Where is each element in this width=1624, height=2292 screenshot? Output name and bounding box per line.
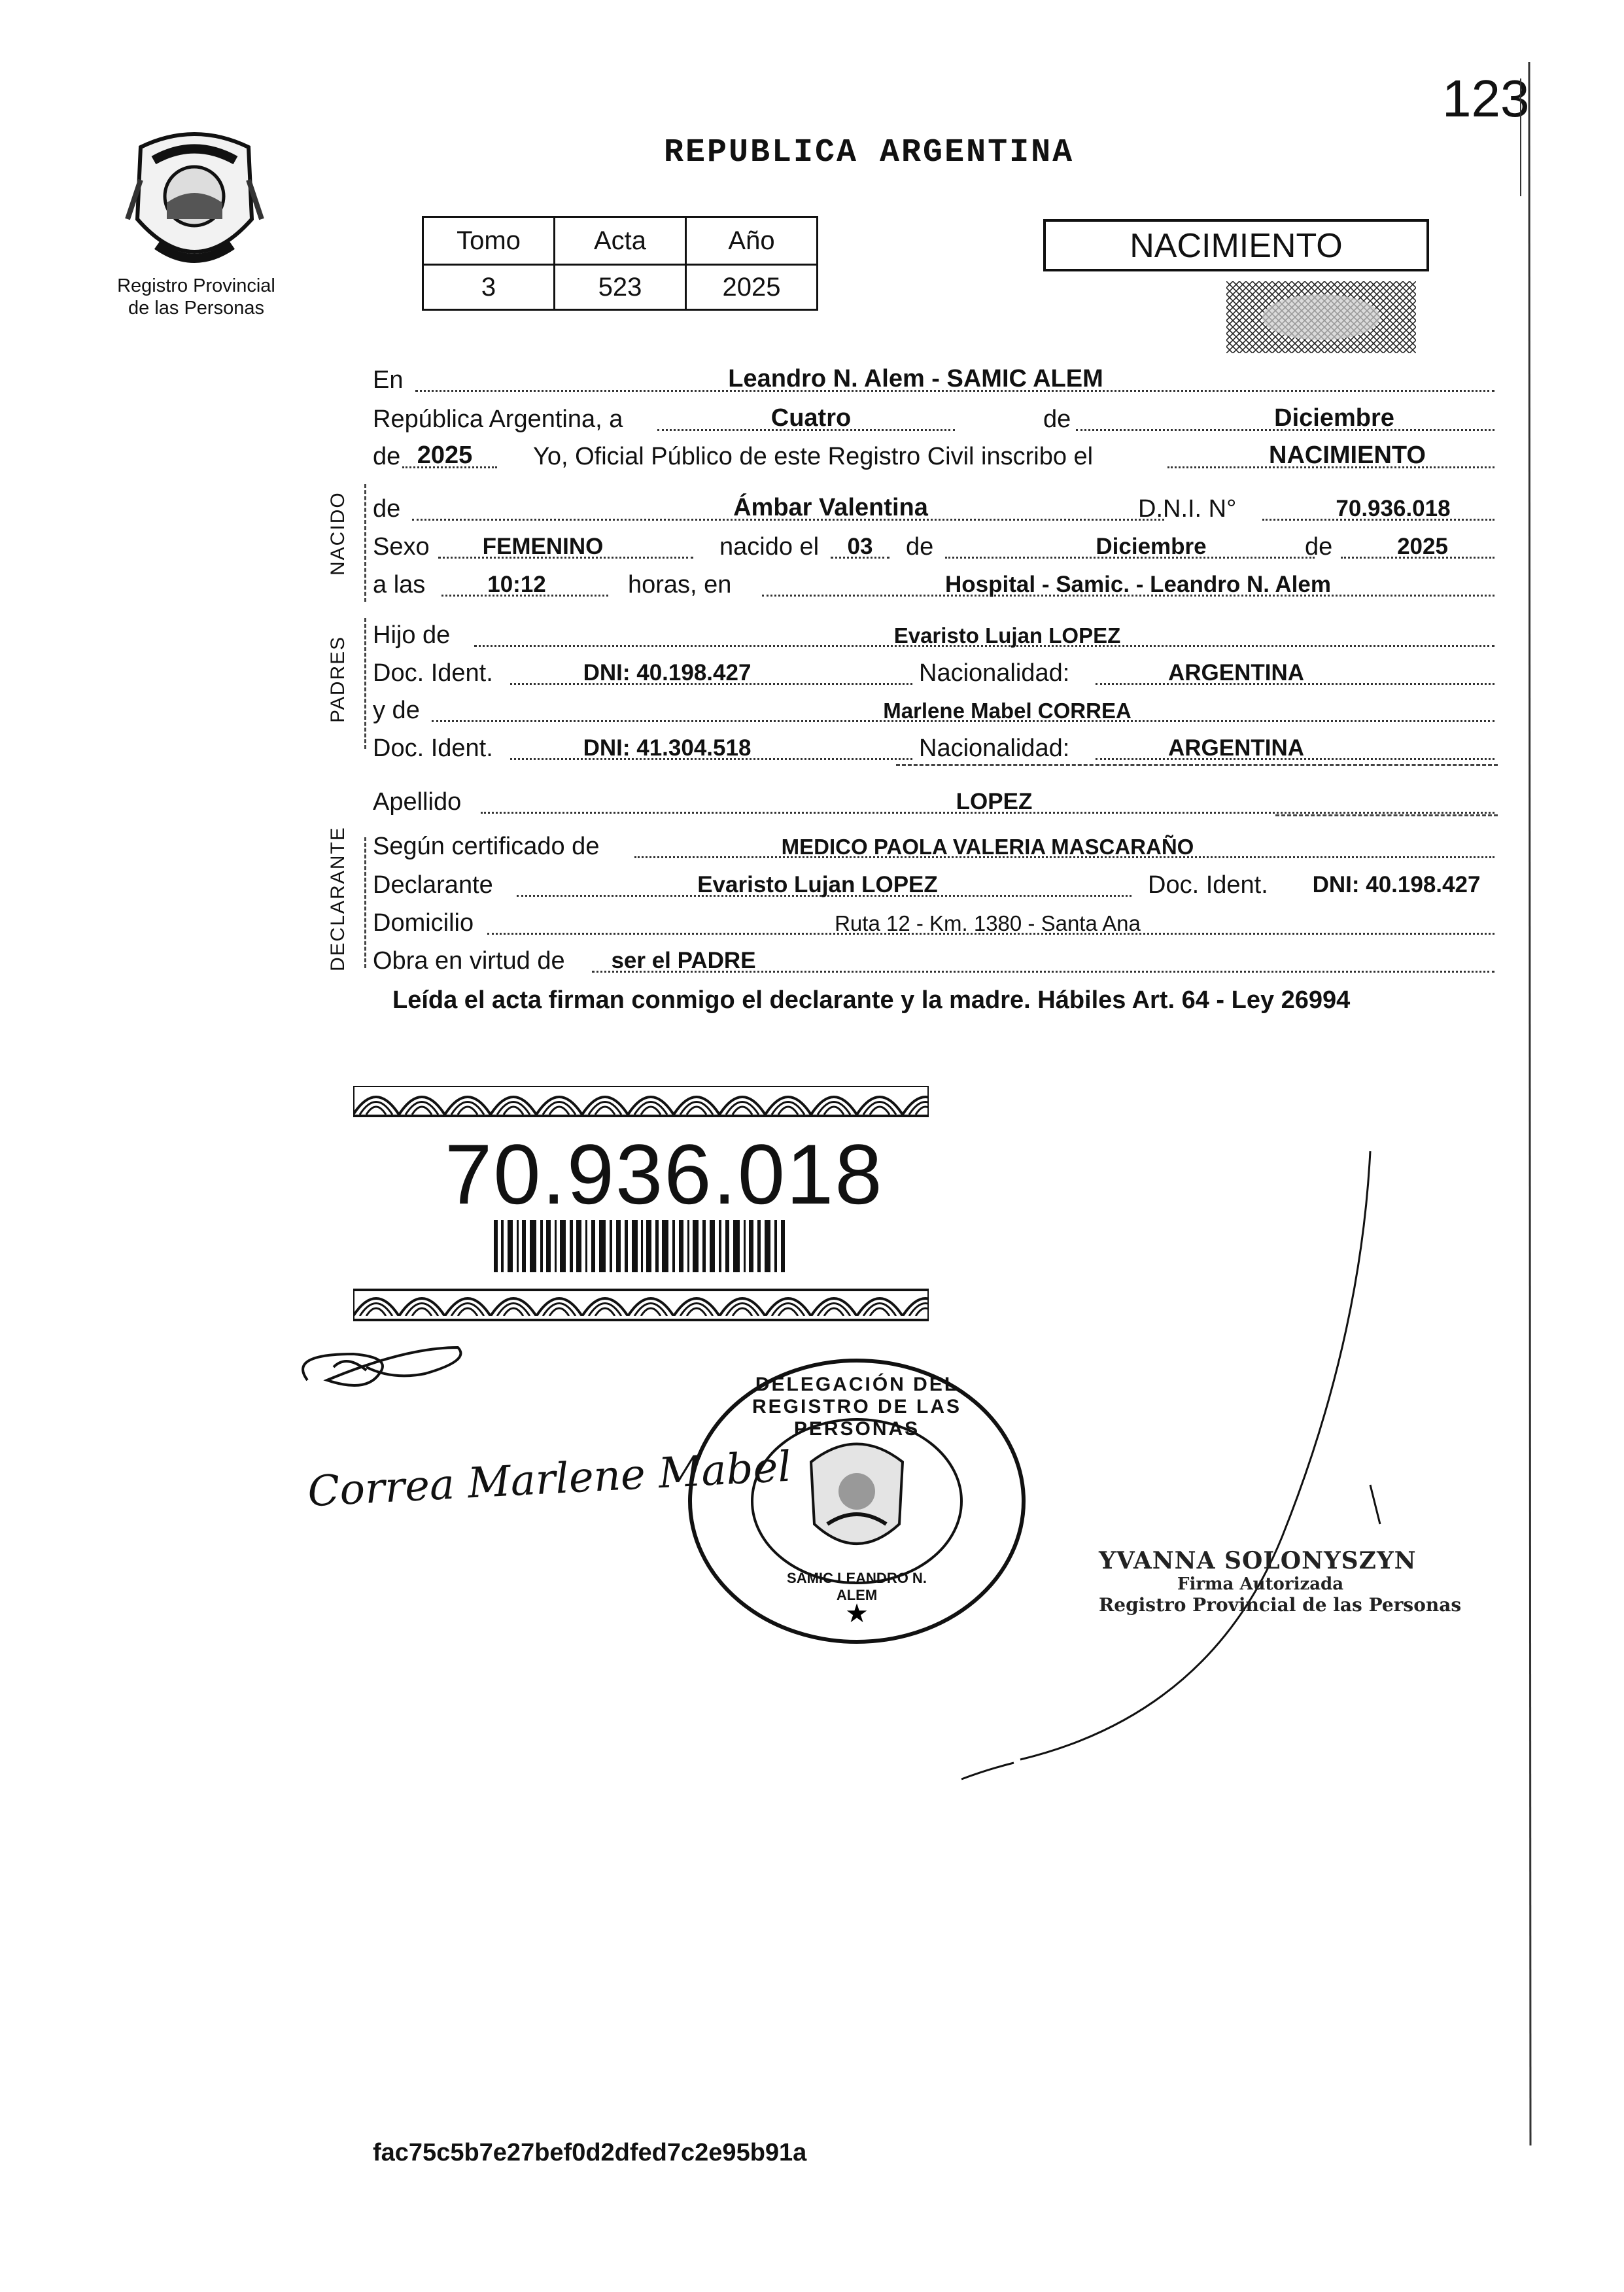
tomo-header: Tomo <box>423 217 555 265</box>
dni-label: D.N.I. N° <box>1138 495 1237 523</box>
officer-text: Yo, Oficial Público de este Registro Civil inscribo el <box>533 443 1094 470</box>
de-birth-year-label: de <box>1305 533 1333 561</box>
birth-month-value: Diciembre <box>1096 534 1207 559</box>
birth-year-value: 2025 <box>1397 534 1448 559</box>
place-value: Leandro N. Alem - SAMIC ALEM <box>728 365 1103 392</box>
de-name-label: de <box>373 495 401 523</box>
birth-place-value: Hospital - Samic. - Leandro N. Alem <box>945 572 1331 597</box>
certificate-value: MEDICO PAOLA VALERIA MASCARAÑO <box>781 835 1194 859</box>
declarante-label: Declarante <box>373 871 493 899</box>
country-title: REPUBLICA ARGENTINA <box>664 134 1075 171</box>
side-label-declarante: DECLARANTE <box>327 826 349 971</box>
obra-label: Obra en virtud de <box>373 947 565 975</box>
declarant-value: Evaristo Lujan LOPEZ <box>697 872 938 897</box>
de-year-label: de <box>373 443 401 470</box>
document-hash: fac75c5b7e27bef0d2dfed7c2e95b91a <box>373 2139 807 2166</box>
day-words-value: Cuatro <box>770 404 852 432</box>
declarant-signature <box>303 1347 460 1385</box>
authorizer-block <box>1099 1547 1461 1616</box>
authorizer-role: Firma Autorizada <box>1177 1574 1344 1594</box>
side-label-nacido: NACIDO <box>327 491 349 576</box>
anio-header: Año <box>686 217 818 265</box>
address-value: Ruta 12 - Km. 1380 - Santa Ana <box>835 911 1141 935</box>
mother-doc-value: DNI: 41.304.518 <box>583 735 752 761</box>
act-type-value: NACIMIENTO <box>1269 442 1426 469</box>
declarant-doc-label: Doc. Ident. <box>1148 871 1268 899</box>
dni-value: 70.936.018 <box>1336 496 1451 521</box>
sexo-label: Sexo <box>373 533 430 561</box>
mother-nat-value: ARGENTINA <box>1167 735 1305 761</box>
registry-line-1: Registro Provincial <box>117 275 275 296</box>
certificado-label: Según certificado de <box>373 833 600 860</box>
father-doc-label: Doc. Ident. <box>373 659 493 687</box>
a-las-label: a las <box>373 571 426 599</box>
domicilio-label: Domicilio <box>373 909 474 937</box>
en-label: En <box>373 366 404 394</box>
year-value: 2025 <box>417 442 473 469</box>
apellido-label: Apellido <box>373 788 462 816</box>
stamp-ring-text: DELEGACIÓN DEL REGISTRO DE LAS PERSONAS <box>752 1374 962 1440</box>
tomo-value: 3 <box>423 265 555 310</box>
mother-signature: Correa Marlene Mabel <box>306 1442 793 1517</box>
authorizer-registry: Registro Provincial de las Personas <box>1099 1594 1462 1616</box>
name-value: Ámbar Valentina <box>733 494 928 521</box>
birth-day-value: 03 <box>847 534 873 559</box>
authorizer-name: YVANNA SOLONYSZYN <box>1099 1547 1417 1574</box>
surname-value: LOPEZ <box>956 789 1033 814</box>
legal-note: Leída el acta firman conmigo el declarante y la madre. Hábiles Art. 64 - Ley 26994 <box>392 986 1351 1014</box>
father-nat-value: ARGENTINA <box>1167 660 1305 686</box>
svg-text:★: ★ <box>845 1599 869 1629</box>
hijo-label: Hijo de <box>373 621 451 649</box>
authorizer-signature <box>961 1151 1370 1779</box>
anio-value: 2025 <box>686 265 818 310</box>
declarant-doc-value: DNI: 40.198.427 <box>1312 872 1481 897</box>
barcode-number: 70.936.018 <box>445 1126 884 1222</box>
father-nat-label: Nacionalidad: <box>919 659 1070 687</box>
acta-header: Acta <box>555 217 686 265</box>
side-label-padres: PADRES <box>327 635 349 723</box>
horas-label: horas, en <box>628 571 732 599</box>
mother-value: Marlene Mabel CORREA <box>883 699 1132 723</box>
sex-value: FEMENINO <box>482 534 604 559</box>
nacido-label: nacido el <box>719 533 820 561</box>
de-label: de <box>1043 406 1071 433</box>
mother-doc-label: Doc. Ident. <box>373 735 493 762</box>
registry-line-2: de las Personas <box>128 298 264 319</box>
stamp-inner-text: SAMIC LEANDRO N. ALEM <box>787 1570 927 1603</box>
y-de-label: y de <box>373 697 420 724</box>
capacity-value: ser el PADRE <box>611 948 756 973</box>
page-number: 123 <box>1442 69 1530 128</box>
republica-label: República Argentina, a <box>373 406 623 433</box>
month-words-value: Diciembre <box>1274 404 1394 432</box>
time-value: 10:12 <box>487 572 546 597</box>
acta-value: 523 <box>555 265 686 310</box>
father-doc-value: DNI: 40.198.427 <box>583 660 752 686</box>
mother-nat-label: Nacionalidad: <box>919 735 1070 762</box>
father-value: Evaristo Lujan LOPEZ <box>893 623 1121 648</box>
record-type-box: NACIMIENTO <box>1043 219 1429 271</box>
de-month-label: de <box>906 533 934 561</box>
